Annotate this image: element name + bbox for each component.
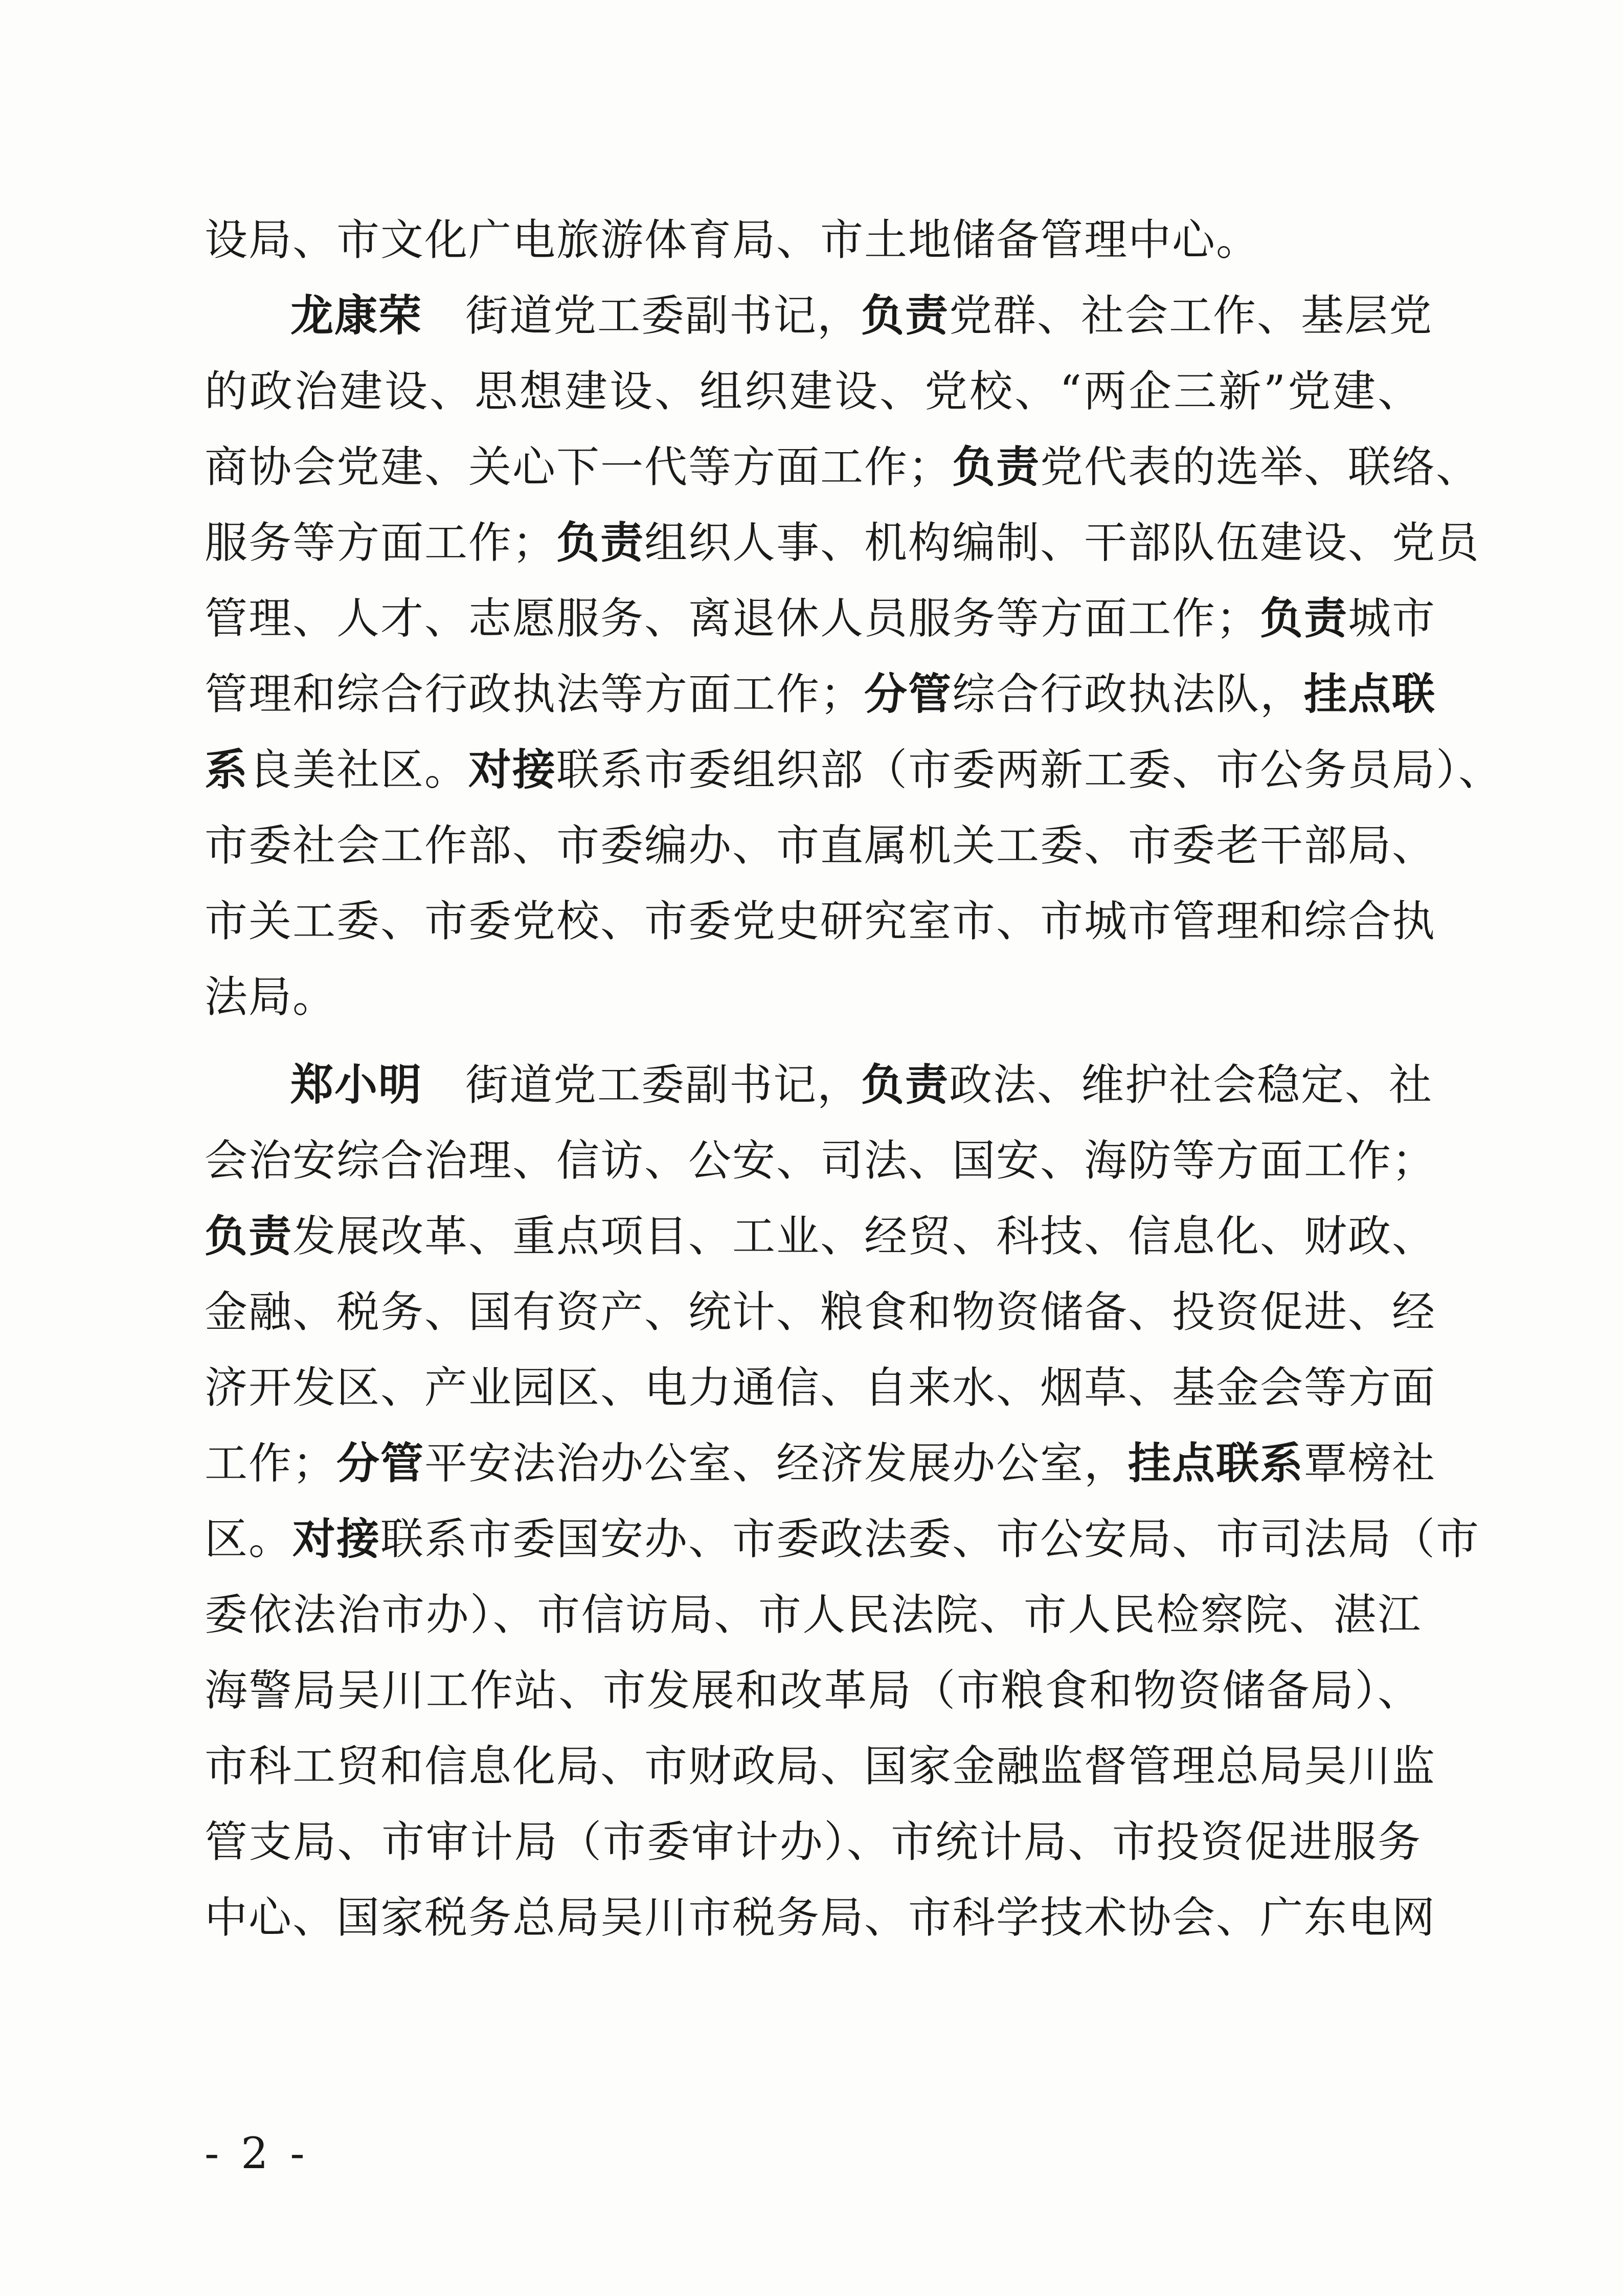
text-line bbox=[205, 1804, 1422, 1880]
bold-keyword: 挂点联 bbox=[1304, 668, 1436, 719]
text-segment: 管理、人才、志愿服务、离退休人员服务等方面工作； bbox=[205, 593, 1260, 643]
text-line bbox=[205, 883, 1436, 959]
text-segment: 管支局、市审计局（市委审计办）、市统计局、市投资促进服务 bbox=[205, 1817, 1422, 1867]
text-line bbox=[205, 1728, 1436, 1804]
text-line bbox=[205, 1350, 1436, 1425]
text-line bbox=[205, 1653, 1422, 1728]
text-line bbox=[205, 1047, 1433, 1123]
text-segment: 市科工贸和信息化局、市财政局、国家金融监督管理总局吴川监 bbox=[205, 1741, 1436, 1791]
text-segment: 市关工委、市委党校、市委党史研究室市、市城市管理和综合执 bbox=[205, 896, 1436, 946]
text-line bbox=[205, 278, 1433, 353]
text-line bbox=[205, 656, 1436, 732]
text-segment: 街道党工委副书记， bbox=[465, 291, 862, 341]
text-line bbox=[205, 1501, 1480, 1577]
text-segment: 服务等方面工作； bbox=[205, 518, 557, 568]
text-line bbox=[205, 732, 1503, 808]
text-line bbox=[205, 1274, 1436, 1350]
text-line bbox=[205, 429, 1480, 505]
text-line bbox=[205, 202, 1422, 278]
bold-keyword: 对接 bbox=[292, 1513, 381, 1564]
text-line bbox=[205, 1880, 1436, 1955]
text-segment: 街道党工委副书记， bbox=[465, 1060, 862, 1110]
bold-keyword: 负责 bbox=[952, 441, 1041, 492]
text-segment: 联系市委组织部（市委两新工委、市公务员局）、 bbox=[556, 745, 1503, 795]
person-name: 龙康荣 bbox=[290, 290, 423, 341]
document-body bbox=[205, 202, 1503, 1955]
bold-keyword: 系 bbox=[205, 744, 249, 795]
bold-keyword: 负责 bbox=[1260, 593, 1348, 643]
text-line bbox=[205, 353, 1422, 429]
text-segment: 覃榜社 bbox=[1304, 1438, 1436, 1488]
bold-keyword: 负责 bbox=[861, 1059, 950, 1110]
text-segment: 政法、维护社会稳定、社 bbox=[949, 1060, 1433, 1110]
text-segment: 工作； bbox=[205, 1438, 337, 1488]
text-segment: 委依法治市办）、市信访局、市人民法院、市人民检察院、湛江 bbox=[205, 1590, 1422, 1640]
text-line bbox=[205, 1198, 1436, 1274]
text-segment: 管理和综合行政执法等方面工作； bbox=[205, 669, 865, 719]
page-number: - 2 - bbox=[205, 2128, 309, 2178]
text-segment: 会治安综合治理、信访、公安、司法、国安、海防等方面工作； bbox=[205, 1135, 1436, 1186]
text-line bbox=[205, 1123, 1436, 1198]
text-segment: 法局。 bbox=[205, 972, 337, 1022]
bold-keyword: 负责 bbox=[556, 517, 645, 568]
text-line bbox=[205, 581, 1436, 656]
text-segment: 中心、国家税务总局吴川市税务局、市科学技术协会、广东电网 bbox=[205, 1892, 1436, 1943]
text-line bbox=[205, 1425, 1436, 1501]
text-segment: 城市 bbox=[1348, 593, 1436, 643]
text-segment: 综合行政执法队， bbox=[952, 669, 1304, 719]
text-segment: 区。 bbox=[205, 1514, 293, 1564]
text-segment: 商协会党建、关心下一代等方面工作； bbox=[205, 442, 953, 492]
text-segment: 金融、税务、国有资产、统计、粮食和物资储备、投资促进、经 bbox=[205, 1287, 1436, 1337]
text-line bbox=[205, 1577, 1422, 1653]
bold-keyword: 挂点联系 bbox=[1128, 1438, 1304, 1488]
bold-keyword: 对接 bbox=[468, 744, 557, 795]
text-segment: 党群、社会工作、基层党 bbox=[949, 291, 1433, 341]
text-line bbox=[205, 505, 1480, 581]
bold-keyword: 负责 bbox=[205, 1211, 293, 1261]
text-line bbox=[205, 959, 1422, 1035]
text-segment: 组织人事、机构编制、干部队伍建设、党员 bbox=[644, 518, 1480, 568]
text-segment: 党代表的选举、联络、 bbox=[1040, 442, 1480, 492]
text-segment: 市委社会工作部、市委编办、市直属机关工委、市委老干部局、 bbox=[205, 820, 1436, 871]
text-segment: 良美社区。 bbox=[249, 745, 469, 795]
text-segment: 的政治建设、思想建设、组织建设、党校、“两企三新”党建、 bbox=[205, 366, 1422, 416]
text-segment: 发展改革、重点项目、工业、经贸、科技、信息化、财政、 bbox=[292, 1211, 1436, 1261]
text-line bbox=[205, 808, 1436, 883]
text-segment: 济开发区、产业园区、电力通信、自来水、烟草、基金会等方面 bbox=[205, 1363, 1436, 1413]
text-segment: 平安法治办公室、经济发展办公室， bbox=[424, 1438, 1129, 1488]
bold-keyword: 分管 bbox=[864, 668, 953, 719]
text-segment: 设局、市文化广电旅游体育局、市土地储备管理中心。 bbox=[205, 215, 1260, 265]
text-segment: 联系市委国安办、市委政法委、市公安局、市司法局（市 bbox=[380, 1514, 1480, 1564]
bold-keyword: 分管 bbox=[336, 1438, 425, 1488]
bold-keyword: 负责 bbox=[861, 290, 950, 341]
person-name: 郑小明 bbox=[290, 1059, 423, 1110]
text-segment: 海警局吴川工作站、市发展和改革局（市粮食和物资储备局）、 bbox=[205, 1665, 1422, 1715]
